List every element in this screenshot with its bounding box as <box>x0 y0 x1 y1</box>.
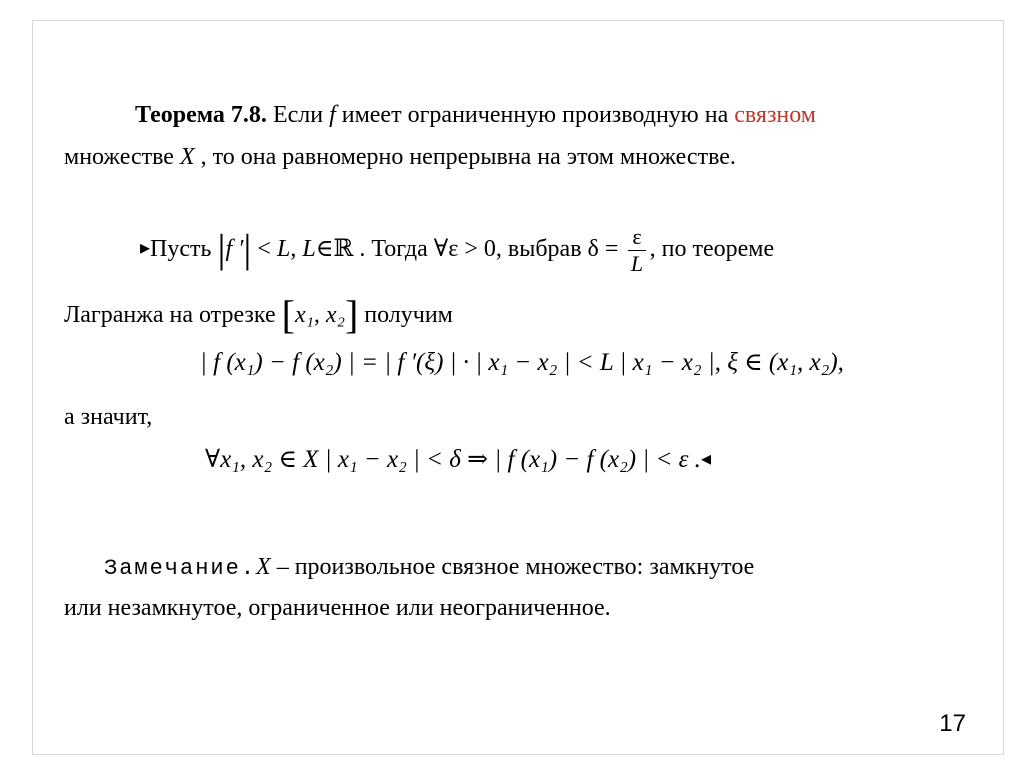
proof-text-znachit: а значит, <box>64 404 153 430</box>
proof-start-marker: ▸ <box>140 237 151 260</box>
formula-uniform <box>205 447 711 472</box>
function-symbol: f <box>329 102 336 128</box>
epsilon-over-L: $\frac{\varepsilon}{L}$ <box>628 226 645 275</box>
remark-line-1: Замечание.X – произвольное связное множество: замкнутое <box>104 554 755 581</box>
set-symbol: X <box>179 144 195 170</box>
theorem-line-1 <box>135 103 816 127</box>
theorem-line-2 <box>64 145 736 169</box>
theorem-label: Теорема 7.8. <box>135 102 267 128</box>
theorem-text-1: Если <box>266 102 330 128</box>
proof-text-pust: Пусть <box>150 236 218 263</box>
theorem-text-3: множестве <box>64 144 180 170</box>
remark-line-2: или незамкнутое, ограниченное или неограниченное. <box>64 595 611 621</box>
slide-frame <box>32 20 1004 755</box>
highlight-connected: связном <box>734 102 816 128</box>
forall-epsilon: ∀ε > 0, <box>433 236 502 263</box>
remark-label: Замечание. <box>104 556 257 581</box>
proof-line-2: Лагранжа на отрезке [x₁, x₂] получим <box>64 292 453 337</box>
page-number: 17 <box>939 710 966 737</box>
theorem-text-4: , то она равномерно непрерывна на этом множестве. <box>194 144 736 170</box>
formula-uniform-text: ∀x₁, x₂ ∈ X | x₁ − x₂ | < δ ⇒ | f (x₁) − f (x₂) | < ε . <box>205 446 701 473</box>
segment: x₁, x₂ <box>294 302 345 328</box>
derivative: f ′ <box>225 236 244 263</box>
delta-def: δ = <box>587 236 625 263</box>
theorem-text-2: имеет ограниченную производную на <box>335 102 735 128</box>
formula-lagrange: | f (x₁) − f (x₂) | = | f ′(ξ) | · | x₁ − x₂ | < L | x₁ − x₂ |, ξ ∈ (x₁, x₂), <box>200 349 844 376</box>
proof-end-marker: ◂ <box>700 448 711 470</box>
proof-line-1: ▸Пусть |f ′| < L, L∈ℝ . Тогда ∀ε > 0, выбрав δ = $\frac{\varepsilon}{L}$ , по теореме <box>140 224 775 276</box>
